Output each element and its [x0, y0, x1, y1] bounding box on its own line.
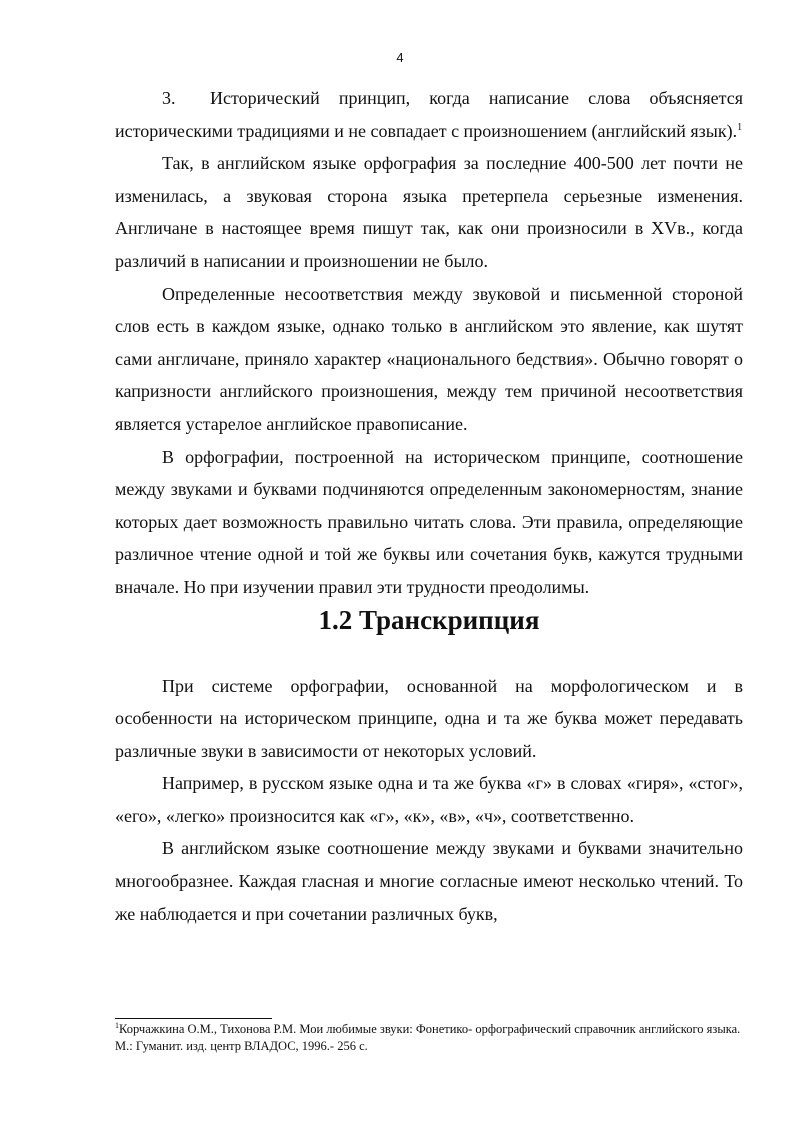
- paragraph-english-letters: В английском языке соотношение между звуками и буквами значительно многообразнее. Каждая гласная и многие согласные имеют несколько чтений. То же наблюдается и при сочетании различных букв,: [115, 838, 743, 924]
- paragraph-historical-principle: [115, 82, 743, 147]
- paragraph-discrepancies: Определенные несоответствия между звуковой и письменной стороной слов есть в каждом языке, однако только в английском это явление, как шутят сами англичане, приняло характер «национального бедствия». Обычно говорят о капризности английского произношения, между тем причиной несоответствия является устарелое английское правописание.: [115, 283, 743, 434]
- paragraph-english-orthography: Так, в английском языке орфография за последние 400-500 лет почти не изменилась, а звуковая сторона языка претерпела серьезные изменения. Англичане в настоящее время пишут так, как они произносили в XVв., когда различий в написании и произношении не было.: [115, 153, 743, 271]
- footnote: [115, 1021, 743, 1055]
- list-number: 3.: [162, 88, 176, 108]
- paragraph-historical-orthography: В орфографии, построенной на историческом принципе, соотношение между звуками и буквами подчиняются определенным закономерностям, знание которых дает возможность правильно читать слова. Эти правила, определяющие различное чтение одной и той же буквы или сочетания букв, кажутся трудными вначале. Но при изучении правил эти трудности преодолимы.: [115, 446, 743, 597]
- footnote-marker: 1: [115, 1020, 119, 1030]
- page-number: 4: [396, 50, 404, 65]
- paragraph-russian-example: Например, в русском языке одна и та же буква «г» в словах «гиря», «стог», «его», «легко» произносится как «г», «к», «в», «ч», соответственно.: [115, 773, 743, 826]
- footnote-text: Корчажкина О.М., Тихонова Р.М. Мои любимые звуки: Фонетико- орфографический справочник английского языка. М.: Гуманит. изд. центр ВЛАДОС, 1996.- 256 с.: [115, 1022, 741, 1053]
- page-body: [115, 82, 743, 930]
- section-heading: 1.2 Транскрипция: [318, 604, 540, 635]
- footnote-separator: [115, 1018, 272, 1019]
- paragraph-orthography-system: При системе орфографии, основанной на морфологическом и в особенности на историческом принципе, одна и та же буква может передавать различные звуки в зависимости от некоторых условий.: [115, 675, 743, 761]
- footnote-reference[interactable]: 1: [737, 121, 743, 133]
- paragraph-text: Исторический принцип, когда написание слова объясняется историческими традициями и не совпадает с произношением (английский язык).: [115, 88, 743, 141]
